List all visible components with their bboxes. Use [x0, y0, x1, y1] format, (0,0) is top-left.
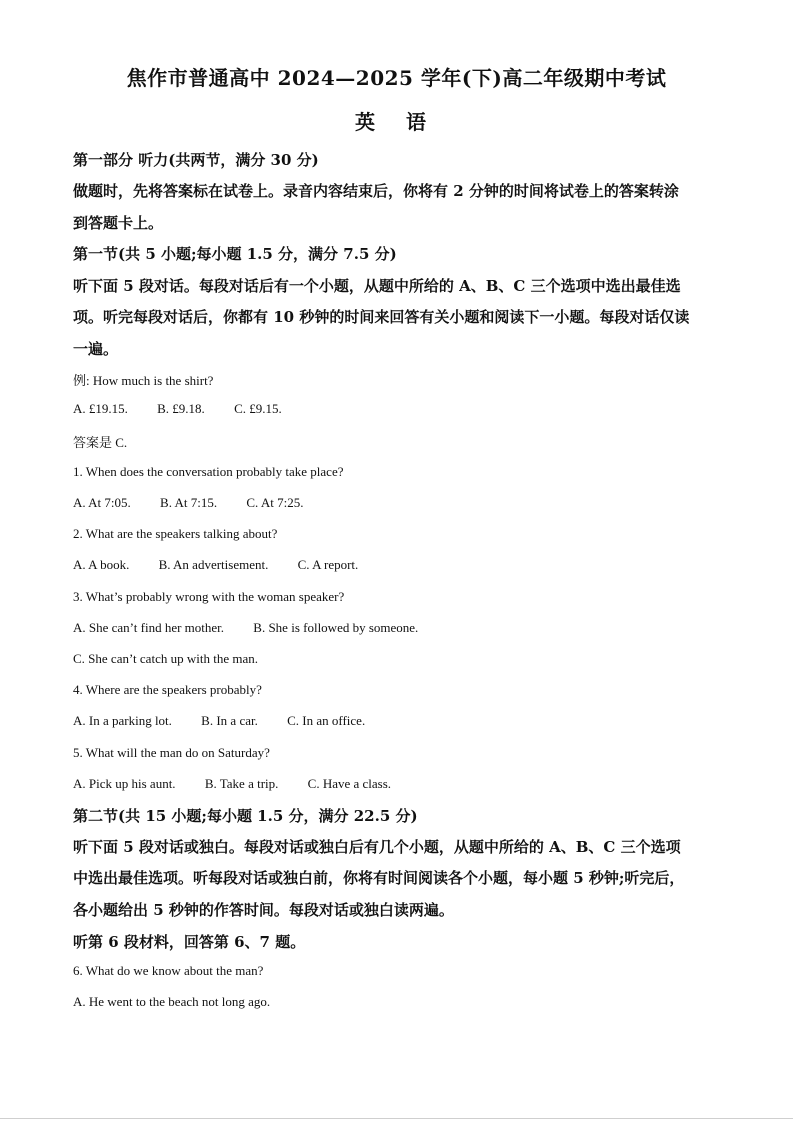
q5-option-b: B. Take a trip.: [204, 776, 279, 791]
example-option-c: C. £9.15.: [234, 401, 282, 416]
example-question: 例: How much is the shirt?: [73, 373, 214, 388]
question-4-options: [73, 713, 365, 729]
material-6-heading: 听第 6 段材料，回答第 6、7 题。: [73, 933, 306, 951]
q3-option-b: B. She is followed by someone.: [253, 620, 419, 635]
q1-option-b: B. At 7:15.: [160, 495, 218, 510]
question-2-options: [73, 557, 358, 573]
q4-option-b: B. In a car.: [201, 713, 258, 728]
example-options: [73, 401, 282, 417]
q2-option-b: B. An advertisement.: [158, 557, 269, 572]
section1-instructions-line-2: 项。听完每段对话后，你都有 10 秒钟的时间来回答有关小题和阅读下一小题。每段对话仅读: [73, 308, 690, 326]
question-6: 6. What do we know about the man?: [73, 963, 264, 978]
q3-option-c: C. She can’t catch up with the man.: [73, 651, 258, 666]
subject-title: 英 语: [355, 110, 438, 134]
section2-instructions-line-3: 各小题给出 5 秒钟的作答时间。每段对话或独白读两遍。: [73, 901, 454, 919]
section1-heading: 第一节(共 5 小题;每小题 1.5 分，满分 7.5 分): [73, 245, 397, 263]
part1-heading: 第一部分 听力(共两节，满分 30 分): [73, 151, 319, 169]
section2-heading: 第二节(共 15 小题;每小题 1.5 分，满分 22.5 分): [73, 807, 418, 825]
question-5-options: [73, 776, 391, 792]
example-option-b: B. £9.18.: [157, 401, 205, 416]
part1-instructions-line-1: 做题时，先将答案标在试卷上。录音内容结束后，你将有 2 分钟的时间将试卷上的答案转涂: [73, 182, 679, 200]
question-3: 3. What’s probably wrong with the woman speaker?: [73, 589, 345, 604]
question-2: 2. What are the speakers talking about?: [73, 526, 278, 541]
q6-option-a: A. He went to the beach not long ago.: [73, 994, 271, 1009]
section1-instructions-line-3: 一遍。: [73, 340, 119, 358]
page-bottom-divider: [0, 1118, 793, 1119]
q4-option-c: C. In an office.: [287, 713, 366, 728]
section2-instructions-line-1: 听下面 5 段对话或独白。每段对话或独白后有几个小题，从题中所给的 A、B、C 三个选项: [73, 838, 681, 856]
section2-instructions-line-2: 中选出最佳选项。听每段对话或独白前，你将有时间阅读各个小题，每小题 5 秒钟;听完后，: [73, 869, 685, 887]
q1-option-a: A. At 7:05.: [73, 495, 131, 510]
question-3-options: [73, 620, 418, 636]
question-4: 4. Where are the speakers probably?: [73, 682, 262, 697]
section1-instructions-line-1: 听下面 5 段对话。每段对话后有一个小题，从题中所给的 A、B、C 三个选项中选出最佳选: [73, 277, 681, 295]
q5-option-a: A. Pick up his aunt.: [73, 776, 176, 791]
q1-option-c: C. At 7:25.: [246, 495, 304, 510]
part1-instructions-line-2: 到答题卡上。: [73, 214, 164, 232]
question-5: 5. What will the man do on Saturday?: [73, 745, 270, 760]
q2-option-c: C. A report.: [297, 557, 359, 572]
example-option-a: A. £19.15.: [73, 401, 128, 416]
q5-option-c: C. Have a class.: [307, 776, 392, 791]
exam-title: 焦作市普通高中 2024—2025 学年(下)高二年级期中考试: [126, 66, 667, 90]
example-answer: 答案是 C.: [73, 435, 128, 450]
q4-option-a: A. In a parking lot.: [73, 713, 172, 728]
q3-option-a: A. She can’t find her mother.: [73, 620, 225, 635]
question-1-options: [73, 495, 303, 511]
question-1: 1. When does the conversation probably take place?: [73, 464, 344, 479]
q2-option-a: A. A book.: [73, 557, 130, 572]
